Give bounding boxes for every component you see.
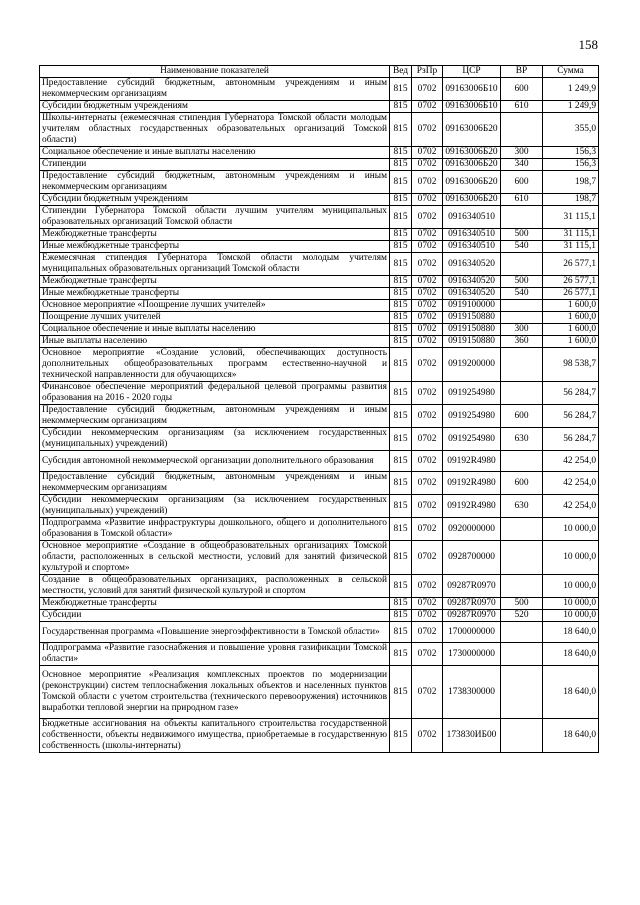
cell-vr: [501, 206, 543, 229]
header-ved: Вед: [390, 66, 412, 78]
table-row: [40, 101, 599, 113]
cell-rzpr: 0702: [412, 336, 443, 348]
cell-ved: 815: [390, 159, 412, 171]
cell-sum: 56 284,7: [543, 382, 599, 405]
cell-rzpr: 0702: [412, 382, 443, 405]
table-row: [40, 610, 599, 622]
cell-name: Основное мероприятие «Создание условий, обеспечивающих доступность дополнительных общеобразовательных программ естественно-научной и технической направленности для обучающихся»: [40, 348, 390, 382]
cell-ved: 815: [390, 113, 412, 147]
cell-rzpr: 0702: [412, 171, 443, 194]
cell-ved: 815: [390, 575, 412, 598]
cell-vr: [501, 253, 543, 276]
table-row: [40, 382, 599, 405]
cell-csr: 09163006Б20: [443, 147, 501, 159]
cell-sum: 31 115,1: [543, 241, 599, 253]
cell-sum: 198,7: [543, 171, 599, 194]
cell-name: Иные выплаты населению: [40, 336, 390, 348]
cell-name: Социальное обеспечение и иные выплаты населению: [40, 147, 390, 159]
cell-name: Школы-интернаты (ежемесячная стипендия Губернатора Томской области молодым учителям областных государственных образовательных организаций Томской области): [40, 113, 390, 147]
cell-rzpr: 0702: [412, 288, 443, 300]
cell-ved: 815: [390, 241, 412, 253]
table-row: [40, 300, 599, 312]
cell-name: Субсидия автономной некоммерческой организации дополнительного образования: [40, 451, 390, 472]
cell-ved: 815: [390, 541, 412, 575]
table-row: [40, 495, 599, 518]
cell-name: Иные межбюджетные трансферты: [40, 288, 390, 300]
cell-sum: 18 640,0: [543, 719, 599, 753]
table-row: [40, 159, 599, 171]
cell-sum: 10 000,0: [543, 518, 599, 541]
cell-vr: 340: [501, 159, 543, 171]
cell-ved: 815: [390, 719, 412, 753]
table-row: [40, 666, 599, 719]
cell-csr: 09287R0970: [443, 610, 501, 622]
header-sum: Сумма: [543, 66, 599, 78]
cell-vr: 600: [501, 472, 543, 495]
cell-sum: 355,0: [543, 113, 599, 147]
cell-vr: 500: [501, 276, 543, 288]
cell-ved: 815: [390, 518, 412, 541]
cell-rzpr: 0702: [412, 312, 443, 324]
cell-vr: [501, 643, 543, 666]
cell-csr: 09163006Б20: [443, 113, 501, 147]
cell-ved: 815: [390, 451, 412, 472]
table-row: [40, 194, 599, 206]
cell-vr: 300: [501, 324, 543, 336]
cell-ved: 815: [390, 472, 412, 495]
cell-csr: 09163006Б10: [443, 101, 501, 113]
cell-sum: 156,3: [543, 147, 599, 159]
table-body: [40, 78, 599, 753]
cell-ved: 815: [390, 643, 412, 666]
header-name: Наименование показателей: [40, 66, 390, 78]
cell-sum: 56 284,7: [543, 428, 599, 451]
table-row: [40, 472, 599, 495]
cell-csr: 0916340520: [443, 288, 501, 300]
cell-csr: 0919254980: [443, 428, 501, 451]
cell-csr: 09163006Б20: [443, 159, 501, 171]
cell-name: Межбюджетные трансферты: [40, 276, 390, 288]
header-row: [40, 66, 599, 78]
cell-csr: 0928700000: [443, 541, 501, 575]
cell-ved: 815: [390, 101, 412, 113]
cell-name: Поощрение лучших учителей: [40, 312, 390, 324]
cell-name: Подпрограмма «Развитие газоснабжения и повышение уровня газификации Томской области»: [40, 643, 390, 666]
cell-sum: 156,3: [543, 159, 599, 171]
cell-name: Межбюджетные трансферты: [40, 229, 390, 241]
table-row: [40, 428, 599, 451]
cell-rzpr: 0702: [412, 666, 443, 719]
table-row: [40, 598, 599, 610]
table-row: [40, 541, 599, 575]
cell-rzpr: 0702: [412, 194, 443, 206]
cell-sum: 1 600,0: [543, 312, 599, 324]
cell-name: Предоставление субсидий бюджетным, автономным учреждениям и иным некоммерческим организациям: [40, 171, 390, 194]
cell-name: Ежемесячная стипендия Губернатора Томской области молодым учителям муниципальных образовательных организаций Томской области: [40, 253, 390, 276]
cell-ved: 815: [390, 288, 412, 300]
cell-rzpr: 0702: [412, 495, 443, 518]
cell-rzpr: 0702: [412, 598, 443, 610]
cell-sum: 18 640,0: [543, 622, 599, 643]
cell-csr: 0919200000: [443, 348, 501, 382]
cell-ved: 815: [390, 78, 412, 101]
cell-rzpr: 0702: [412, 428, 443, 451]
cell-sum: 10 000,0: [543, 575, 599, 598]
cell-vr: [501, 348, 543, 382]
cell-sum: 1 600,0: [543, 336, 599, 348]
cell-ved: 815: [390, 382, 412, 405]
cell-rzpr: 0702: [412, 575, 443, 598]
cell-name: Социальное обеспечение и иные выплаты населению: [40, 324, 390, 336]
cell-vr: 540: [501, 288, 543, 300]
cell-vr: 600: [501, 78, 543, 101]
cell-name: Финансовое обеспечение мероприятий федеральной целевой программы развития образования на 2016 - 2020 годы: [40, 382, 390, 405]
cell-csr: 0916340510: [443, 241, 501, 253]
cell-sum: 1 249,9: [543, 101, 599, 113]
page-number: 158: [578, 37, 598, 52]
cell-rzpr: 0702: [412, 518, 443, 541]
cell-name: Субсидии некоммерческим организациям (за исключением государственных (муниципальных) учреждений): [40, 428, 390, 451]
cell-csr: 0916340510: [443, 229, 501, 241]
cell-rzpr: 0702: [412, 253, 443, 276]
cell-ved: 815: [390, 276, 412, 288]
cell-csr: 0919150880: [443, 312, 501, 324]
cell-rzpr: 0702: [412, 206, 443, 229]
table-row: [40, 78, 599, 101]
cell-name: Предоставление субсидий бюджетным, автономным учреждениям и иным некоммерческим организациям: [40, 405, 390, 428]
cell-csr: 09163006Б20: [443, 171, 501, 194]
cell-ved: 815: [390, 348, 412, 382]
cell-csr: 0919254980: [443, 382, 501, 405]
cell-rzpr: 0702: [412, 229, 443, 241]
cell-ved: 815: [390, 324, 412, 336]
cell-csr: 09287R0970: [443, 575, 501, 598]
cell-ved: 815: [390, 253, 412, 276]
cell-name: Основное мероприятие «Создание в общеобразовательных организациях Томской области, расположенных в сельской местности, условий для занятий физической культурой и спортом»: [40, 541, 390, 575]
cell-sum: 56 284,7: [543, 405, 599, 428]
cell-csr: 09163006Б20: [443, 194, 501, 206]
cell-csr: 0916340510: [443, 206, 501, 229]
cell-vr: 360: [501, 336, 543, 348]
cell-ved: 815: [390, 610, 412, 622]
table-row: [40, 451, 599, 472]
table-row: [40, 206, 599, 229]
cell-rzpr: 0702: [412, 451, 443, 472]
budget-table: [39, 65, 599, 753]
cell-rzpr: 0702: [412, 610, 443, 622]
header-rzpr: РзПр: [412, 66, 443, 78]
table-row: [40, 171, 599, 194]
cell-ved: 815: [390, 300, 412, 312]
cell-sum: 10 000,0: [543, 610, 599, 622]
cell-vr: [501, 622, 543, 643]
cell-csr: 09192R4980: [443, 451, 501, 472]
table-row: [40, 622, 599, 643]
cell-rzpr: 0702: [412, 159, 443, 171]
cell-rzpr: 0702: [412, 622, 443, 643]
cell-ved: 815: [390, 171, 412, 194]
cell-ved: 815: [390, 405, 412, 428]
table-row: [40, 312, 599, 324]
cell-rzpr: 0702: [412, 405, 443, 428]
cell-sum: 1 249,9: [543, 78, 599, 101]
cell-name: Государственная программа «Повышение энергоэффективности в Томской области»: [40, 622, 390, 643]
cell-vr: [501, 451, 543, 472]
cell-rzpr: 0702: [412, 348, 443, 382]
cell-rzpr: 0702: [412, 78, 443, 101]
table-row: [40, 405, 599, 428]
cell-rzpr: 0702: [412, 241, 443, 253]
cell-rzpr: 0702: [412, 719, 443, 753]
cell-csr: 0919100000: [443, 300, 501, 312]
cell-rzpr: 0702: [412, 541, 443, 575]
cell-name: Субсидии некоммерческим организациям (за исключением государственных (муниципальных) учреждений): [40, 495, 390, 518]
cell-ved: 815: [390, 147, 412, 159]
cell-ved: 815: [390, 194, 412, 206]
header-vr: ВР: [501, 66, 543, 78]
cell-sum: 42 254,0: [543, 495, 599, 518]
cell-csr: 1700000000: [443, 622, 501, 643]
cell-csr: 09287R0970: [443, 598, 501, 610]
table-row: [40, 324, 599, 336]
cell-vr: 500: [501, 598, 543, 610]
table-row: [40, 276, 599, 288]
cell-vr: [501, 113, 543, 147]
cell-csr: 09192R4980: [443, 495, 501, 518]
cell-sum: 18 640,0: [543, 666, 599, 719]
cell-sum: 1 600,0: [543, 324, 599, 336]
cell-sum: 26 577,1: [543, 253, 599, 276]
cell-name: Стипендии Губернатора Томской области лучшим учителям муниципальных образовательных организаций Томской области: [40, 206, 390, 229]
cell-name: Предоставление субсидий бюджетным, автономным учреждениям и иным некоммерческим организациям: [40, 472, 390, 495]
cell-sum: 198,7: [543, 194, 599, 206]
cell-rzpr: 0702: [412, 101, 443, 113]
table-row: [40, 253, 599, 276]
cell-sum: 26 577,1: [543, 288, 599, 300]
table-row: [40, 336, 599, 348]
cell-csr: 173830ИБ00: [443, 719, 501, 753]
cell-vr: [501, 382, 543, 405]
cell-ved: 815: [390, 428, 412, 451]
cell-vr: 610: [501, 101, 543, 113]
cell-vr: [501, 312, 543, 324]
cell-name: Иные межбюджетные трансферты: [40, 241, 390, 253]
cell-csr: 09163006Б10: [443, 78, 501, 101]
cell-rzpr: 0702: [412, 300, 443, 312]
cell-csr: 1738300000: [443, 666, 501, 719]
cell-name: Субсидии: [40, 610, 390, 622]
cell-name: Межбюджетные трансферты: [40, 598, 390, 610]
table-row: [40, 113, 599, 147]
cell-name: Субсидии бюджетным учреждениям: [40, 194, 390, 206]
cell-vr: [501, 719, 543, 753]
cell-csr: 0919254980: [443, 405, 501, 428]
cell-vr: 600: [501, 171, 543, 194]
cell-vr: [501, 575, 543, 598]
cell-name: Бюджетные ассигнования на объекты капитального строительства государственной собственности, объекты недвижимого имущества, приобретаемые в государственную собственность (школы-интернаты): [40, 719, 390, 753]
table-row: [40, 719, 599, 753]
cell-rzpr: 0702: [412, 113, 443, 147]
cell-sum: 31 115,1: [543, 206, 599, 229]
header-csr: ЦСР: [443, 66, 501, 78]
cell-vr: 610: [501, 194, 543, 206]
cell-rzpr: 0702: [412, 324, 443, 336]
table-row: [40, 348, 599, 382]
cell-sum: 26 577,1: [543, 276, 599, 288]
cell-name: Основное мероприятие «Поощрение лучших учителей»: [40, 300, 390, 312]
cell-ved: 815: [390, 336, 412, 348]
cell-csr: 1730000000: [443, 643, 501, 666]
cell-ved: 815: [390, 312, 412, 324]
cell-rzpr: 0702: [412, 472, 443, 495]
cell-vr: [501, 541, 543, 575]
cell-sum: 10 000,0: [543, 541, 599, 575]
cell-vr: 300: [501, 147, 543, 159]
cell-ved: 815: [390, 622, 412, 643]
cell-vr: 630: [501, 495, 543, 518]
cell-sum: 42 254,0: [543, 472, 599, 495]
cell-csr: 0916340520: [443, 276, 501, 288]
table-row: [40, 288, 599, 300]
cell-sum: 42 254,0: [543, 451, 599, 472]
cell-sum: 18 640,0: [543, 643, 599, 666]
table-row: [40, 643, 599, 666]
cell-name: Создание в общеобразовательных организациях, расположенных в сельской местности, условий для занятий физической культурой и спортом: [40, 575, 390, 598]
table-row: [40, 575, 599, 598]
cell-csr: 09192R4980: [443, 472, 501, 495]
cell-sum: 10 000,0: [543, 598, 599, 610]
cell-vr: 630: [501, 428, 543, 451]
cell-vr: 600: [501, 405, 543, 428]
cell-vr: [501, 666, 543, 719]
table-row: [40, 229, 599, 241]
cell-ved: 815: [390, 229, 412, 241]
cell-vr: 500: [501, 229, 543, 241]
cell-rzpr: 0702: [412, 147, 443, 159]
cell-vr: [501, 518, 543, 541]
cell-name: Субсидии бюджетным учреждениям: [40, 101, 390, 113]
cell-vr: 540: [501, 241, 543, 253]
cell-sum: 1 600,0: [543, 300, 599, 312]
cell-ved: 815: [390, 666, 412, 719]
cell-csr: 0919150880: [443, 324, 501, 336]
cell-name: Основное мероприятие «Реализация комплексных проектов по модернизации (реконструкции) систем теплоснабжения локальных объектов и населенных пунктов Томской области с учетом строительства (технического перевооружения) источников выработки тепловой энергии на природном газе»: [40, 666, 390, 719]
cell-vr: 520: [501, 610, 543, 622]
cell-rzpr: 0702: [412, 276, 443, 288]
cell-name: Стипендии: [40, 159, 390, 171]
cell-rzpr: 0702: [412, 643, 443, 666]
table-row: [40, 147, 599, 159]
cell-ved: 815: [390, 206, 412, 229]
cell-sum: 98 538,7: [543, 348, 599, 382]
cell-vr: [501, 300, 543, 312]
table-row: [40, 241, 599, 253]
cell-ved: 815: [390, 598, 412, 610]
cell-sum: 31 115,1: [543, 229, 599, 241]
cell-ved: 815: [390, 495, 412, 518]
table-row: [40, 518, 599, 541]
cell-csr: 0916340520: [443, 253, 501, 276]
cell-name: Предоставление субсидий бюджетным, автономным учреждениям и иным некоммерческим организациям: [40, 78, 390, 101]
cell-csr: 0919150880: [443, 336, 501, 348]
cell-csr: 0920000000: [443, 518, 501, 541]
cell-name: Подпрограмма «Развитие инфраструктуры дошкольного, общего и дополнительного образования в Томской области»: [40, 518, 390, 541]
